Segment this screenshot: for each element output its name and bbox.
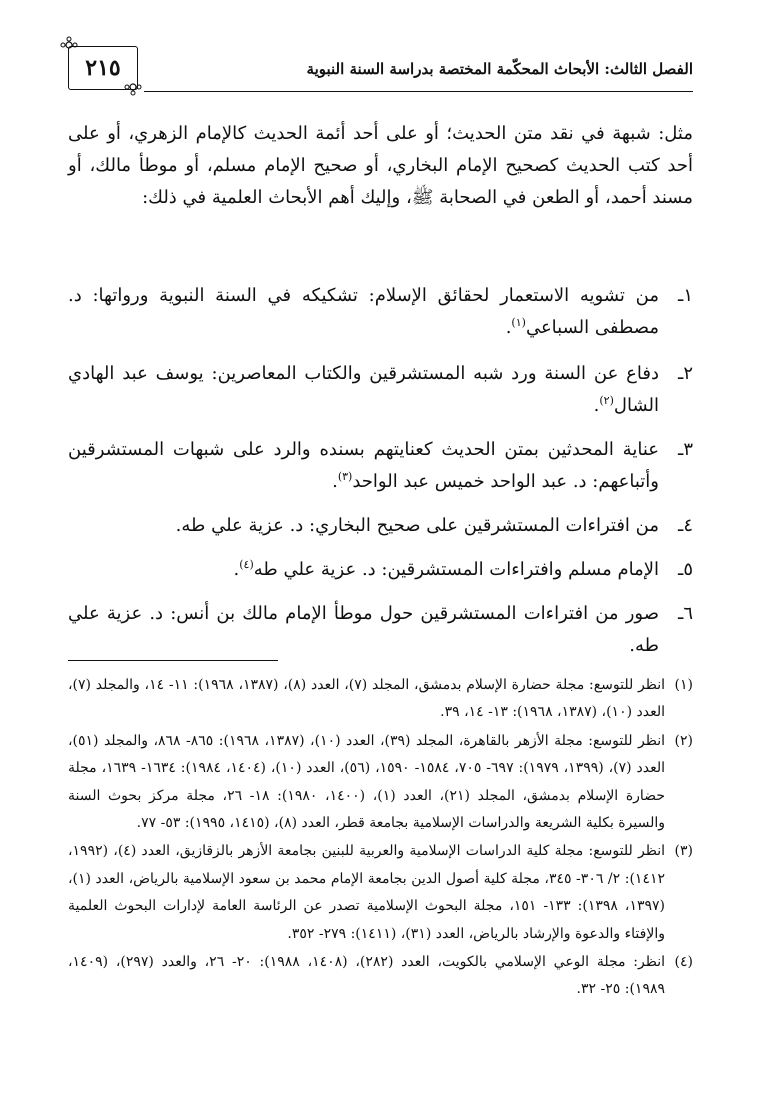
footnote-text: انظر للتوسع: مجلة حضارة الإسلام بدمشق، المجلد (٧)، العدد (٨)، (١٣٨٧، ١٩٦٨): ١١- ١٤، والمجلد (٧)، العدد (١٠)، (١٣٨٧، ١٩٦٨): ١٣- ١٤، ٣٩.: [68, 677, 665, 721]
chapter-title: الفصل الثالث: الأبحاث المحكّمة المختصة بدراسة السنة النبوية: [306, 60, 693, 78]
list-item-text: من افتراءات المستشرقين على صحيح البخاري: د. عزية علي طه.: [175, 515, 659, 536]
footnote-number: (١): [674, 677, 693, 693]
list-item: [68, 280, 693, 344]
page-header: [68, 38, 693, 98]
floral-ornament-icon: [124, 78, 142, 96]
list-item-text: صور من افتراءات المستشرقين حول موطأ الإمام مالك بن أنس: د. عزية علي طه.: [68, 603, 659, 656]
page-number: ٢١٥: [85, 55, 121, 81]
footnote-ref[interactable]: (٤): [239, 558, 254, 571]
list-item-number: ٦ـ: [678, 603, 693, 624]
list-item-text: عناية المحدثين بمتن الحديث كعنايتهم بسنده والرد على شبهات المستشرقين وأتباعهم: د. عبد الواحد خميس عبد الواحد: [68, 439, 659, 492]
list-item-number: ٤ـ: [678, 515, 693, 536]
footnote-text: انظر للتوسع: مجلة الأزهر بالقاهرة، المجلد (٣٩)، العدد (١٠)، (١٣٨٧، ١٩٦٨): ٨٦٥- ٨٦٨، والمجلد (٥١)، العدد (٧)، (١٣٩٩، ١٩٧٩): ٦٩٧- ٧٠٥، ١٥٨٤- ١٥٩٠، (٥٦)، العدد (١٠)، (١٤٠٤، ١٩٨٤): ١٦٣٤- ١٦٣٩، مجلة حضارة الإسلام بدمشق، المجلد (٢١)، العدد (١)، (١٤٠٠، ١٩٨٠): ١٨- ٢٦، مجلة مركز بحوث السنة والسيرة بكلية الشريعة والدراسات الإسلامية بجامعة قطر، العدد (٨)، (١٤١٥، ١٩٩٥): ٥٣- ٧٧.: [68, 732, 665, 832]
intro-paragraph: مثل: شبهة في نقد متن الحديث؛ أو على أحد أئمة الحديث كالإمام الزهري، أو على أحد كتب الحديث كصحيح الإمام البخاري، أو صحيح الإمام مسلم، أو موطأ مالك، أو مسند أحمد، أو الطعن في الصحابة ﷺ، وإليك أهم الأبحاث العلمية في ذلك:: [68, 123, 693, 208]
list-item: [68, 554, 693, 586]
list-item: [68, 598, 693, 662]
list-item-end: .: [332, 471, 338, 492]
footnote-number: (٢): [674, 732, 693, 749]
list-item-text: الإمام مسلم وافتراءات المستشرقين: د. عزية علي طه: [253, 559, 659, 580]
footnote: [68, 838, 693, 948]
floral-ornament-icon: [60, 36, 78, 54]
footnote: [68, 728, 693, 838]
list-item-end: .: [593, 395, 600, 416]
list-item-number: ٥ـ: [678, 559, 693, 580]
list-item: [68, 434, 693, 498]
footnote-text: انظر للتوسع: مجلة كلية الدراسات الإسلامية والعربية للبنين بجامعة الأزهر بالزقازيق، العدد (٤)، (١٩٩٢، ١٤١٢): ٢/ ٣٠٦- ٣٤٥، مجلة كلية أصول الدين بجامعة الإمام محمد بن سعود الإسلامية بالرياض، العدد (١)، (١٣٩٧، ١٣٩٨): ١٣٣- ١٥١، مجلة البحوث الإسلامية تصدر عن الرئاسة العامة لإدارات البحوث العلمية والإفتاء والدعوة والإرشاد بالرياض، العدد (٣١)، (١٤١١): ٢٧٩- ٣٥٢.: [68, 843, 665, 942]
footnote-ref[interactable]: (٢): [599, 394, 614, 407]
footnote: [68, 949, 693, 1004]
list-item-end: .: [505, 317, 512, 338]
footnote-ref[interactable]: (٣): [337, 470, 353, 483]
research-list: [68, 280, 693, 674]
body-text: [68, 118, 693, 218]
footnote-number: (٤): [674, 954, 693, 971]
footnote: [68, 672, 693, 727]
footnote-number: (٣): [674, 843, 693, 860]
list-item-number: ٣ـ: [678, 439, 693, 460]
list-item-text: من تشويه الاستعمار لحقائق الإسلام: تشكيكه في السنة النبوية ورواتها: د. مصطفى السباعي: [68, 285, 659, 338]
list-item: [68, 358, 693, 422]
footnote-text: انظر: مجلة الوعي الإسلامي بالكويت، العدد (٢٨٢)، (١٤٠٨، ١٩٨٨): ٢٠- ٢٦، والعدد (٢٩٧)، (١٤٠٩، ١٩٨٩): ٢٥- ٣٢.: [68, 954, 665, 998]
list-item: [68, 510, 693, 542]
footnotes: [68, 672, 693, 1005]
list-item-text: دفاع عن السنة ورد شبه المستشرقين والكتاب المعاصرين: يوسف عبد الهادي الشال: [68, 363, 659, 416]
footnote-ref[interactable]: (١): [511, 316, 526, 329]
header-rule: [144, 91, 693, 92]
footnote-divider: [68, 660, 278, 661]
list-item-number: ١ـ: [678, 285, 693, 306]
list-item-number: ٢ـ: [678, 363, 693, 384]
list-item-end: .: [233, 559, 240, 580]
